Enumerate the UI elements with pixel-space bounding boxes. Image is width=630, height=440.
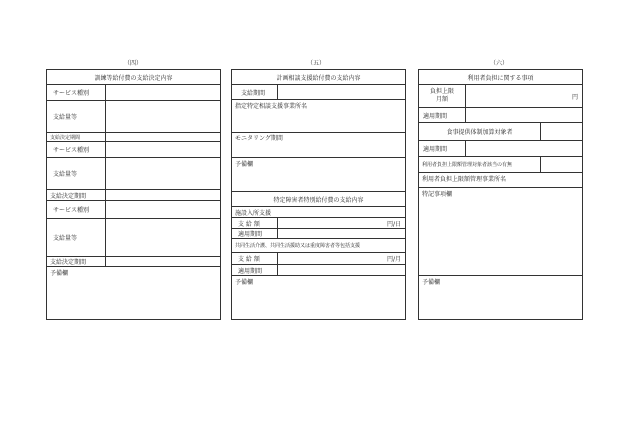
designated-office-label: 指定特定相談支援事業所名 — [235, 103, 308, 110]
applicable-period-label: 適用期間 — [423, 146, 448, 153]
facility-support-label: 施設入所支援 — [235, 209, 272, 217]
service-type-label: サービス種別 — [53, 147, 90, 154]
amount-label: 支給量等 — [53, 235, 78, 242]
applicable-period-label: 適用期間 — [423, 112, 448, 120]
amount-label: 支 給 額 — [238, 220, 260, 228]
unit-per-month: 円/月 — [386, 256, 401, 263]
training-benefit-header: 訓練等給付費の支給決定内容 — [94, 74, 173, 82]
amount-label: 支給量等 — [53, 171, 78, 178]
training-benefit-box — [46, 69, 221, 320]
section-4-number: （四） — [123, 60, 142, 67]
user-burden-header: 利用者負担に関する事項 — [467, 74, 534, 82]
plan-consultation-box — [231, 69, 406, 320]
decision-period-label: 支給決定期間 — [50, 134, 81, 141]
plan-consultation-header: 計画相談支援給付費の支給内容 — [276, 74, 361, 82]
applicable-period-label: 適用期間 — [238, 267, 263, 275]
amount-label: 支給量等 — [53, 114, 78, 121]
remarks-label: 予備欄 — [50, 270, 69, 277]
remarks-label: 予備欄 — [235, 279, 254, 286]
monitoring-period-label: モニタリング期間 — [235, 135, 283, 142]
service-type-label: サービス種別 — [53, 207, 90, 214]
support-period-label: 支給期間 — [241, 89, 266, 97]
user-burden-box — [418, 69, 583, 320]
applicable-period-label: 適用期間 — [238, 231, 263, 238]
cap-management-flag-label: 利用者負担上限額管理対象者該当の有無 — [422, 162, 513, 168]
special-benefit-header: 特定障害者特別給付費の支給内容 — [273, 196, 364, 204]
meal-addition-label: 食事提供体制加算対象者 — [446, 129, 513, 136]
amount-label: 支 給 額 — [238, 256, 260, 263]
yen-unit: 円 — [571, 93, 578, 101]
cap-management-office-label: 利用者負担上限額管理事業所名 — [422, 176, 507, 183]
monthly-cap-label: 負担上限月額 — [430, 88, 455, 103]
remarks-label: 予備欄 — [422, 279, 441, 286]
remarks-label: 予備欄 — [235, 161, 254, 168]
decision-period-label: 支給決定期間 — [50, 259, 87, 266]
group-home-label: 共同生活介護、共同生活援助又は重度障害者等包括支援 — [235, 243, 361, 249]
section-6-number: （六） — [489, 60, 508, 67]
section-5-number: （五） — [306, 60, 325, 67]
service-type-label: サービス種別 — [53, 90, 90, 97]
decision-period-label: 支給決定期間 — [50, 192, 87, 200]
special-notes-label: 特記事項欄 — [422, 191, 453, 198]
unit-per-day: 円/日 — [386, 220, 401, 228]
